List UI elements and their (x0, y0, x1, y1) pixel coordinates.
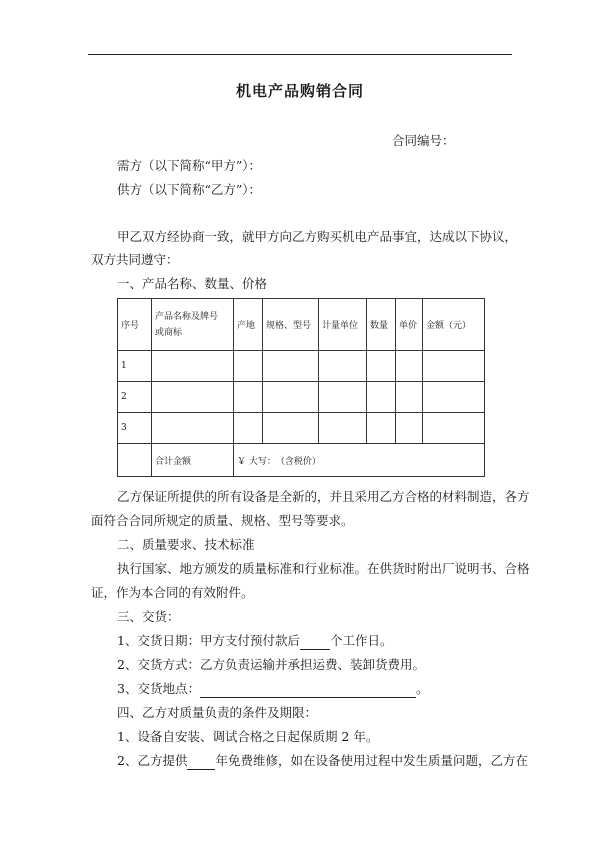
table-cell (263, 413, 319, 444)
table-cell (367, 413, 396, 444)
table-cell (367, 351, 396, 382)
row-seq: 2 (118, 382, 152, 413)
header-product-name (152, 299, 234, 351)
document-title: 机电产品购销合同 (235, 82, 364, 100)
warranty-clause2 (117, 752, 528, 770)
delivery-method: 2、交货方式：乙方负责运输并承担运费、装卸货费用。 (117, 657, 425, 672)
header-product-name-line2: 或商标 (155, 327, 183, 338)
product-table (117, 298, 485, 477)
header-origin: 产地 (234, 299, 263, 351)
header-rule (88, 54, 512, 55)
intro-paragraph-line1: 甲乙双方经协商一致，就甲方向乙方购买机电产品事宜，达成以下协议， (117, 229, 518, 244)
table-cell (152, 382, 234, 413)
table-cell (263, 382, 319, 413)
delivery-date-suffix: 个工作日。 (329, 633, 393, 648)
section-quality-heading: 二、质量要求、技术标准 (117, 537, 255, 552)
guarantee-line2: 面符合合同所规定的质量、规格、型号等要求。 (91, 513, 354, 528)
table-cell (234, 413, 263, 444)
section-products-heading: 一、产品名称、数量、价格 (117, 276, 268, 291)
table-cell (423, 351, 485, 382)
delivery-date-prefix: 1、交货日期：甲方支付预付款后 (117, 633, 300, 648)
table-cell (423, 382, 485, 413)
total-value: ￥ 大写： （含税价） (234, 444, 485, 477)
warranty-years-blank[interactable] (187, 755, 215, 770)
header-product-name-line1: 产品名称及牌号 (155, 311, 219, 322)
delivery-place-blank[interactable] (200, 683, 416, 698)
table-cell (396, 413, 423, 444)
delivery-days-blank[interactable] (300, 635, 330, 650)
table-cell (367, 382, 396, 413)
header-seq: 序号 (118, 299, 152, 351)
table-cell (152, 413, 234, 444)
warranty2-suffix: 年免费维修，如在设备使用过程中发生质量问题，乙方在 (215, 753, 528, 768)
header-amount: 金额（元） (423, 299, 485, 351)
table-cell (152, 351, 234, 382)
table-cell (319, 413, 367, 444)
total-label: 合计金额 (152, 444, 234, 477)
table-cell (263, 351, 319, 382)
guarantee-line1: 乙方保证所提供的所有设备是全新的，并且采用乙方合格的材料制造，各方 (117, 489, 530, 504)
intro-paragraph-line2: 双方共同遵守： (91, 252, 179, 267)
table-row (118, 351, 485, 382)
row-seq: 1 (118, 351, 152, 382)
table-cell (234, 351, 263, 382)
table-cell (396, 382, 423, 413)
header-price: 单价 (396, 299, 423, 351)
section-delivery-heading: 三、交货： (117, 609, 180, 624)
table-cell (319, 382, 367, 413)
standards-line1: 执行国家、地方颁发的质量标准和行业标准。在供货时附出厂说明书、合格 (117, 561, 530, 576)
table-cell (319, 351, 367, 382)
buyer-label: 需方（以下简称“甲方”）： (117, 158, 262, 173)
warranty2-prefix: 2、乙方提供 (117, 753, 188, 768)
contract-number-label: 合同编号： (392, 133, 455, 148)
table-cell (118, 444, 152, 477)
header-spec: 规格、型号 (263, 299, 319, 351)
table-cell (234, 382, 263, 413)
table-row (118, 413, 485, 444)
delivery-date (117, 632, 392, 650)
table-header-row (118, 299, 485, 351)
delivery-place (117, 680, 428, 698)
standards-line2: 证，作为本合同的有效附件。 (91, 585, 254, 600)
table-total-row (118, 444, 485, 477)
table-cell (423, 413, 485, 444)
delivery-place-suffix: 。 (415, 681, 429, 696)
section-warranty-heading: 四、乙方对质量负责的条件及期限： (117, 705, 318, 720)
table-row (118, 382, 485, 413)
table-cell (396, 351, 423, 382)
header-qty: 数量 (367, 299, 396, 351)
warranty-clause1: 1、设备自安装、调试合格之日起保质期 2 年。 (117, 729, 379, 744)
row-seq: 3 (118, 413, 152, 444)
header-unit: 计量单位 (319, 299, 367, 351)
delivery-place-prefix: 3、交货地点： (117, 681, 200, 696)
seller-label: 供方（以下简称“乙方”）： (117, 182, 262, 197)
